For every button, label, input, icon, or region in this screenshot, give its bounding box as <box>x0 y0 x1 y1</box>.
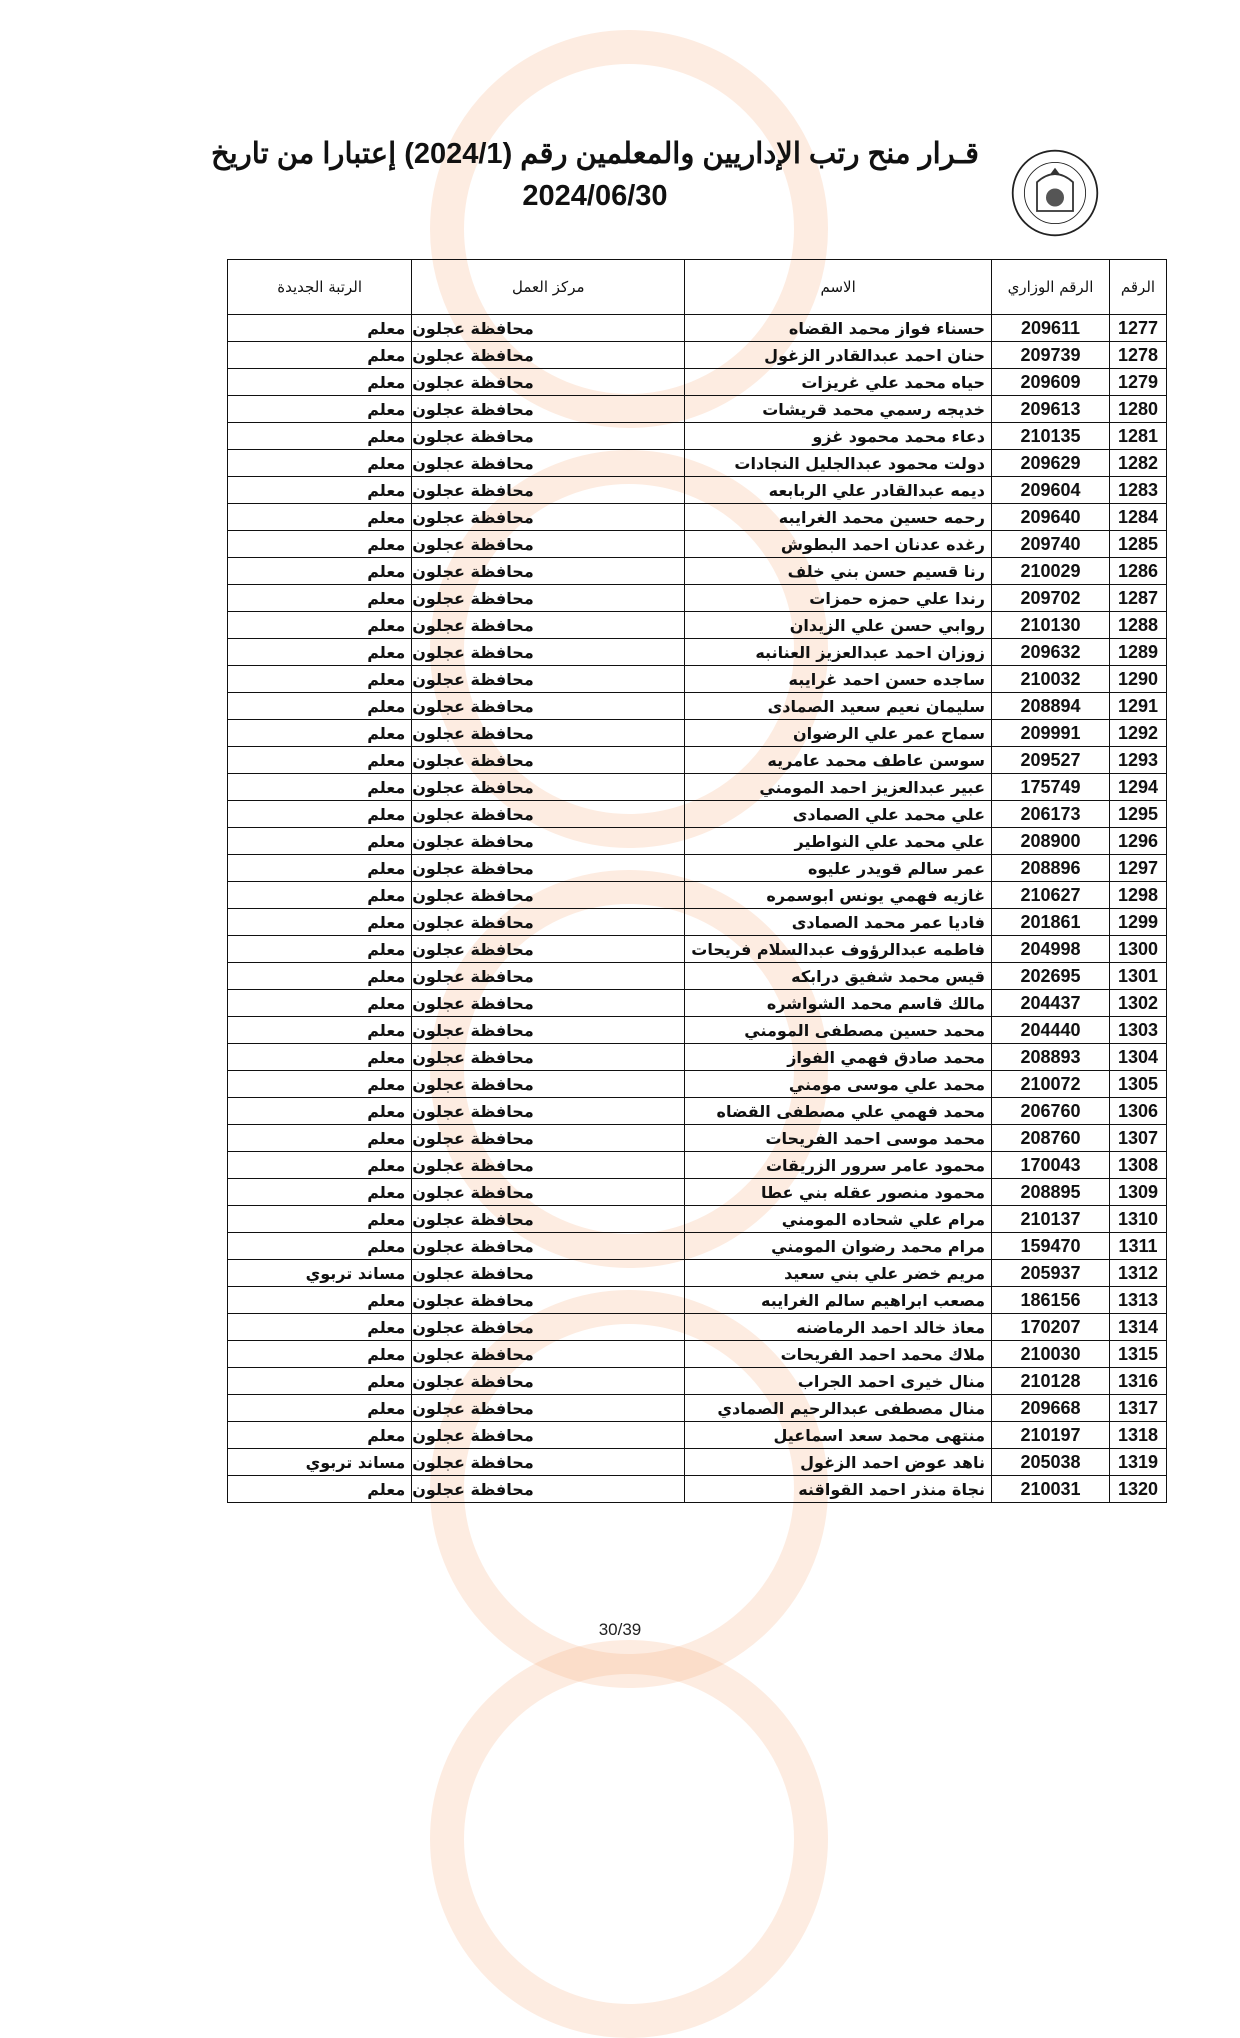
cell-name: محمد فهمي علي مصطفى القضاه <box>685 1098 992 1125</box>
cell-number: 1281 <box>1110 423 1167 450</box>
cell-number: 1297 <box>1110 855 1167 882</box>
cell-work-center: محافظة عجلون <box>412 423 685 450</box>
table-row <box>228 1044 1167 1071</box>
cell-number: 1290 <box>1110 666 1167 693</box>
cell-number: 1285 <box>1110 531 1167 558</box>
cell-name: علي محمد علي الصمادى <box>685 801 992 828</box>
cell-number: 1305 <box>1110 1071 1167 1098</box>
table-row <box>228 585 1167 612</box>
cell-new-rank: معلم <box>228 1476 412 1503</box>
cell-ministry-id: 202695 <box>992 963 1110 990</box>
page-number: 30/39 <box>598 1620 642 1639</box>
table-row <box>228 396 1167 423</box>
table-row <box>228 720 1167 747</box>
cell-name: غازيه فهمي يونس ابوسمره <box>685 882 992 909</box>
cell-work-center: محافظة عجلون <box>412 1206 685 1233</box>
ministry-seal-logo <box>1010 148 1100 238</box>
cell-name: رحمه حسين محمد الغرايبه <box>685 504 992 531</box>
table-row <box>228 1125 1167 1152</box>
table-row <box>228 477 1167 504</box>
cell-number: 1313 <box>1110 1287 1167 1314</box>
cell-name: محمد موسى احمد الفريحات <box>685 1125 992 1152</box>
cell-work-center: محافظة عجلون <box>412 909 685 936</box>
cell-number: 1282 <box>1110 450 1167 477</box>
table-row <box>228 1368 1167 1395</box>
table-row <box>228 990 1167 1017</box>
cell-number: 1303 <box>1110 1017 1167 1044</box>
cell-name: مصعب ابراهيم سالم الغرايبه <box>685 1287 992 1314</box>
cell-new-rank: معلم <box>228 720 412 747</box>
cell-ministry-id: 204437 <box>992 990 1110 1017</box>
cell-name: محمد علي موسى مومني <box>685 1071 992 1098</box>
cell-new-rank: معلم <box>228 315 412 342</box>
cell-number: 1314 <box>1110 1314 1167 1341</box>
table-row <box>228 1395 1167 1422</box>
cell-number: 1302 <box>1110 990 1167 1017</box>
cell-number: 1298 <box>1110 882 1167 909</box>
cell-ministry-id: 209991 <box>992 720 1110 747</box>
cell-new-rank: معلم <box>228 774 412 801</box>
table-row <box>228 693 1167 720</box>
table-row <box>228 774 1167 801</box>
cell-name: عمر سالم قويدر عليوه <box>685 855 992 882</box>
cell-number: 1293 <box>1110 747 1167 774</box>
cell-number: 1286 <box>1110 558 1167 585</box>
cell-name: منال خيرى احمد الجراب <box>685 1368 992 1395</box>
cell-work-center: محافظة عجلون <box>412 1314 685 1341</box>
cell-name: دولت محمود عبدالجليل النجادات <box>685 450 992 477</box>
table-row <box>228 423 1167 450</box>
cell-number: 1279 <box>1110 369 1167 396</box>
cell-new-rank: معلم <box>228 1341 412 1368</box>
title-block <box>190 135 1000 215</box>
cell-new-rank: معلم <box>228 1125 412 1152</box>
cell-number: 1278 <box>1110 342 1167 369</box>
cell-new-rank: معلم <box>228 396 412 423</box>
cell-new-rank: معلم <box>228 666 412 693</box>
document-title: قـرار منح رتب الإداريين والمعلمين رقم (2024/1) إعتبارا من تاريخ <box>210 138 980 170</box>
table-row <box>228 1422 1167 1449</box>
cell-number: 1312 <box>1110 1260 1167 1287</box>
table-row <box>228 1071 1167 1098</box>
cell-ministry-id: 209739 <box>992 342 1110 369</box>
cell-name: ناهد عوض احمد الزغول <box>685 1449 992 1476</box>
cell-new-rank: معلم <box>228 693 412 720</box>
table-row <box>228 747 1167 774</box>
cell-name: معاذ خالد احمد الرماضنه <box>685 1314 992 1341</box>
cell-new-rank: معلم <box>228 1071 412 1098</box>
cell-new-rank: معلم <box>228 936 412 963</box>
cell-work-center: محافظة عجلون <box>412 1233 685 1260</box>
cell-name: محمود عامر سرور الزريقات <box>685 1152 992 1179</box>
cell-name: روابي حسن علي الزيدان <box>685 612 992 639</box>
cell-name: رندا علي حمزه حمزات <box>685 585 992 612</box>
table-row <box>228 1098 1167 1125</box>
table-row <box>228 558 1167 585</box>
cell-new-rank: معلم <box>228 450 412 477</box>
table-row <box>228 828 1167 855</box>
cell-work-center: محافظة عجلون <box>412 774 685 801</box>
cell-ministry-id: 210032 <box>992 666 1110 693</box>
cell-number: 1315 <box>1110 1341 1167 1368</box>
cell-work-center: محافظة عجلون <box>412 612 685 639</box>
table-row <box>228 1017 1167 1044</box>
cell-ministry-id: 204998 <box>992 936 1110 963</box>
cell-number: 1319 <box>1110 1449 1167 1476</box>
cell-ministry-id: 210031 <box>992 1476 1110 1503</box>
table-row <box>228 369 1167 396</box>
cell-work-center: محافظة عجلون <box>412 882 685 909</box>
cell-work-center: محافظة عجلون <box>412 828 685 855</box>
cell-new-rank: معلم <box>228 1017 412 1044</box>
cell-ministry-id: 205937 <box>992 1260 1110 1287</box>
cell-work-center: محافظة عجلون <box>412 801 685 828</box>
cell-ministry-id: 209527 <box>992 747 1110 774</box>
cell-ministry-id: 209702 <box>992 585 1110 612</box>
document-date: 2024/06/30 <box>522 180 668 212</box>
cell-ministry-id: 209668 <box>992 1395 1110 1422</box>
cell-work-center: محافظة عجلون <box>412 477 685 504</box>
cell-name: منتهى محمد سعد اسماعيل <box>685 1422 992 1449</box>
cell-work-center: محافظة عجلون <box>412 1260 685 1287</box>
cell-new-rank: معلم <box>228 612 412 639</box>
cell-name: مرام علي شحاده المومني <box>685 1206 992 1233</box>
cell-number: 1317 <box>1110 1395 1167 1422</box>
cell-ministry-id: 159470 <box>992 1233 1110 1260</box>
cell-new-rank: معلم <box>228 1314 412 1341</box>
cell-ministry-id: 208894 <box>992 693 1110 720</box>
cell-work-center: محافظة عجلون <box>412 1179 685 1206</box>
column-header-ministry-id: الرقم الوزاري <box>992 260 1110 315</box>
cell-new-rank: معلم <box>228 423 412 450</box>
cell-work-center: محافظة عجلون <box>412 1449 685 1476</box>
cell-ministry-id: 209604 <box>992 477 1110 504</box>
cell-new-rank: معلم <box>228 504 412 531</box>
cell-ministry-id: 208893 <box>992 1044 1110 1071</box>
cell-new-rank: معلم <box>228 747 412 774</box>
table-row <box>228 1476 1167 1503</box>
cell-ministry-id: 201861 <box>992 909 1110 936</box>
cell-work-center: محافظة عجلون <box>412 369 685 396</box>
table-row <box>228 855 1167 882</box>
cell-work-center: محافظة عجلون <box>412 315 685 342</box>
cell-new-rank: معلم <box>228 855 412 882</box>
cell-name: نجاة منذر احمد القواقنه <box>685 1476 992 1503</box>
cell-work-center: محافظة عجلون <box>412 666 685 693</box>
cell-new-rank: معلم <box>228 369 412 396</box>
cell-number: 1310 <box>1110 1206 1167 1233</box>
cell-new-rank: معلم <box>228 1422 412 1449</box>
cell-new-rank: معلم <box>228 1044 412 1071</box>
cell-name: رغده عدنان احمد البطوش <box>685 531 992 558</box>
cell-name: مريم خضر علي بني سعيد <box>685 1260 992 1287</box>
cell-name: فاطمه عبدالرؤوف عبدالسلام فريحات <box>685 936 992 963</box>
column-header-name: الاسم <box>685 260 992 315</box>
table-row <box>228 936 1167 963</box>
cell-number: 1296 <box>1110 828 1167 855</box>
cell-ministry-id: 175749 <box>992 774 1110 801</box>
cell-number: 1288 <box>1110 612 1167 639</box>
cell-ministry-id: 210029 <box>992 558 1110 585</box>
table-row <box>228 639 1167 666</box>
cell-work-center: محافظة عجلون <box>412 720 685 747</box>
cell-name: حنان احمد عبدالقادر الزغول <box>685 342 992 369</box>
cell-name: محمود منصور عقله بني عطا <box>685 1179 992 1206</box>
cell-name: سماح عمر علي الرضوان <box>685 720 992 747</box>
cell-work-center: محافظة عجلون <box>412 342 685 369</box>
cell-new-rank: معلم <box>228 585 412 612</box>
cell-ministry-id: 209611 <box>992 315 1110 342</box>
cell-number: 1309 <box>1110 1179 1167 1206</box>
cell-new-rank: معلم <box>228 1233 412 1260</box>
table-row <box>228 531 1167 558</box>
cell-new-rank: معلم <box>228 1179 412 1206</box>
cell-work-center: محافظة عجلون <box>412 747 685 774</box>
cell-ministry-id: 208896 <box>992 855 1110 882</box>
cell-ministry-id: 209632 <box>992 639 1110 666</box>
table-row <box>228 342 1167 369</box>
cell-work-center: محافظة عجلون <box>412 693 685 720</box>
cell-ministry-id: 170207 <box>992 1314 1110 1341</box>
cell-new-rank: معلم <box>228 531 412 558</box>
cell-ministry-id: 210030 <box>992 1341 1110 1368</box>
cell-new-rank: معلم <box>228 1287 412 1314</box>
cell-name: ديمه عبدالقادر علي الربابعه <box>685 477 992 504</box>
table-row <box>228 1152 1167 1179</box>
cell-number: 1280 <box>1110 396 1167 423</box>
cell-name: زوزان احمد عبدالعزيز العنانبه <box>685 639 992 666</box>
cell-ministry-id: 208900 <box>992 828 1110 855</box>
cell-ministry-id: 210627 <box>992 882 1110 909</box>
cell-work-center: محافظة عجلون <box>412 585 685 612</box>
cell-work-center: محافظة عجلون <box>412 1422 685 1449</box>
cell-ministry-id: 210197 <box>992 1422 1110 1449</box>
cell-new-rank: معلم <box>228 1395 412 1422</box>
cell-name: علي محمد علي النواطير <box>685 828 992 855</box>
cell-number: 1304 <box>1110 1044 1167 1071</box>
cell-number: 1294 <box>1110 774 1167 801</box>
table-row <box>228 882 1167 909</box>
table-row <box>228 1314 1167 1341</box>
table-row <box>228 450 1167 477</box>
cell-ministry-id: 210130 <box>992 612 1110 639</box>
table-row <box>228 801 1167 828</box>
cell-number: 1308 <box>1110 1152 1167 1179</box>
cell-number: 1284 <box>1110 504 1167 531</box>
cell-ministry-id: 210128 <box>992 1368 1110 1395</box>
cell-ministry-id: 170043 <box>992 1152 1110 1179</box>
cell-work-center: محافظة عجلون <box>412 1044 685 1071</box>
table-row <box>228 612 1167 639</box>
cell-work-center: محافظة عجلون <box>412 1287 685 1314</box>
cell-name: خديجه رسمي محمد قريشات <box>685 396 992 423</box>
cell-ministry-id: 205038 <box>992 1449 1110 1476</box>
cell-new-rank: معلم <box>228 963 412 990</box>
cell-work-center: محافظة عجلون <box>412 1476 685 1503</box>
cell-work-center: محافظة عجلون <box>412 504 685 531</box>
cell-new-rank: معلم <box>228 801 412 828</box>
cell-ministry-id: 208895 <box>992 1179 1110 1206</box>
table-header-row <box>228 260 1167 315</box>
cell-new-rank: معلم <box>228 990 412 1017</box>
cell-work-center: محافظة عجلون <box>412 531 685 558</box>
table-row <box>228 909 1167 936</box>
cell-ministry-id: 209640 <box>992 504 1110 531</box>
cell-number: 1306 <box>1110 1098 1167 1125</box>
table-row <box>228 504 1167 531</box>
cell-name: قيس محمد شفيق درابكه <box>685 963 992 990</box>
cell-number: 1283 <box>1110 477 1167 504</box>
table-row <box>228 1449 1167 1476</box>
cell-ministry-id: 186156 <box>992 1287 1110 1314</box>
cell-ministry-id: 206760 <box>992 1098 1110 1125</box>
cell-ministry-id: 209740 <box>992 531 1110 558</box>
cell-name: فاديا عمر محمد الصمادى <box>685 909 992 936</box>
cell-name: محمد صادق فهمي الفواز <box>685 1044 992 1071</box>
table-row <box>228 1179 1167 1206</box>
cell-number: 1295 <box>1110 801 1167 828</box>
column-header-number: الرقم <box>1110 260 1167 315</box>
column-header-work-center: مركز العمل <box>412 260 685 315</box>
table-row <box>228 1260 1167 1287</box>
cell-ministry-id: 210137 <box>992 1206 1110 1233</box>
cell-number: 1320 <box>1110 1476 1167 1503</box>
cell-name: ساجده حسن احمد غرايبه <box>685 666 992 693</box>
cell-ministry-id: 206173 <box>992 801 1110 828</box>
table-row <box>228 1287 1167 1314</box>
cell-work-center: محافظة عجلون <box>412 963 685 990</box>
cell-new-rank: معلم <box>228 1368 412 1395</box>
cell-number: 1311 <box>1110 1233 1167 1260</box>
cell-work-center: محافظة عجلون <box>412 1368 685 1395</box>
cell-new-rank: مساند تربوي <box>228 1449 412 1476</box>
cell-name: مرام محمد رضوان المومني <box>685 1233 992 1260</box>
cell-name: رنا قسيم حسن بني خلف <box>685 558 992 585</box>
cell-name: حياه محمد علي غريزات <box>685 369 992 396</box>
cell-work-center: محافظة عجلون <box>412 639 685 666</box>
cell-work-center: محافظة عجلون <box>412 855 685 882</box>
cell-work-center: محافظة عجلون <box>412 396 685 423</box>
cell-work-center: محافظة عجلون <box>412 1098 685 1125</box>
cell-work-center: محافظة عجلون <box>412 1341 685 1368</box>
cell-new-rank: معلم <box>228 477 412 504</box>
cell-new-rank: معلم <box>228 558 412 585</box>
cell-number: 1307 <box>1110 1125 1167 1152</box>
cell-new-rank: معلم <box>228 342 412 369</box>
cell-new-rank: معلم <box>228 1098 412 1125</box>
cell-ministry-id: 209609 <box>992 369 1110 396</box>
cell-number: 1277 <box>1110 315 1167 342</box>
cell-number: 1287 <box>1110 585 1167 612</box>
cell-name: عبير عبدالعزيز احمد المومني <box>685 774 992 801</box>
cell-new-rank: معلم <box>228 909 412 936</box>
cell-number: 1318 <box>1110 1422 1167 1449</box>
cell-new-rank: معلم <box>228 882 412 909</box>
cell-name: سليمان نعيم سعيد الصمادى <box>685 693 992 720</box>
table-row <box>228 1206 1167 1233</box>
cell-number: 1299 <box>1110 909 1167 936</box>
cell-ministry-id: 210135 <box>992 423 1110 450</box>
cell-number: 1292 <box>1110 720 1167 747</box>
cell-new-rank: معلم <box>228 1152 412 1179</box>
cell-number: 1291 <box>1110 693 1167 720</box>
cell-work-center: محافظة عجلون <box>412 450 685 477</box>
cell-number: 1301 <box>1110 963 1167 990</box>
cell-work-center: محافظة عجلون <box>412 1071 685 1098</box>
cell-work-center: محافظة عجلون <box>412 990 685 1017</box>
watermark-ring <box>430 1640 828 2038</box>
table-row <box>228 1233 1167 1260</box>
column-header-new-rank: الرتبة الجديدة <box>228 260 412 315</box>
cell-number: 1300 <box>1110 936 1167 963</box>
table-row <box>228 666 1167 693</box>
cell-name: دعاء محمد محمود غزو <box>685 423 992 450</box>
cell-number: 1316 <box>1110 1368 1167 1395</box>
cell-work-center: محافظة عجلون <box>412 558 685 585</box>
cell-name: مالك قاسم محمد الشواشره <box>685 990 992 1017</box>
cell-work-center: محافظة عجلون <box>412 1017 685 1044</box>
cell-name: حسناء فواز محمد القضاه <box>685 315 992 342</box>
table-row <box>228 315 1167 342</box>
cell-work-center: محافظة عجلون <box>412 1125 685 1152</box>
cell-ministry-id: 204440 <box>992 1017 1110 1044</box>
cell-name: محمد حسين مصطفى المومني <box>685 1017 992 1044</box>
cell-work-center: محافظة عجلون <box>412 1395 685 1422</box>
cell-new-rank: معلم <box>228 639 412 666</box>
cell-number: 1289 <box>1110 639 1167 666</box>
cell-ministry-id: 209613 <box>992 396 1110 423</box>
cell-work-center: محافظة عجلون <box>412 1152 685 1179</box>
cell-new-rank: معلم <box>228 1206 412 1233</box>
table-row <box>228 963 1167 990</box>
cell-new-rank: مساند تربوي <box>228 1260 412 1287</box>
cell-ministry-id: 210072 <box>992 1071 1110 1098</box>
cell-ministry-id: 208760 <box>992 1125 1110 1152</box>
cell-work-center: محافظة عجلون <box>412 936 685 963</box>
cell-ministry-id: 209629 <box>992 450 1110 477</box>
ranks-table <box>227 259 1167 1503</box>
cell-new-rank: معلم <box>228 828 412 855</box>
cell-name: منال مصطفى عبدالرحيم الصمادي <box>685 1395 992 1422</box>
cell-name: سوسن عاطف محمد عامريه <box>685 747 992 774</box>
table-row <box>228 1341 1167 1368</box>
cell-name: ملاك محمد احمد الفريحات <box>685 1341 992 1368</box>
